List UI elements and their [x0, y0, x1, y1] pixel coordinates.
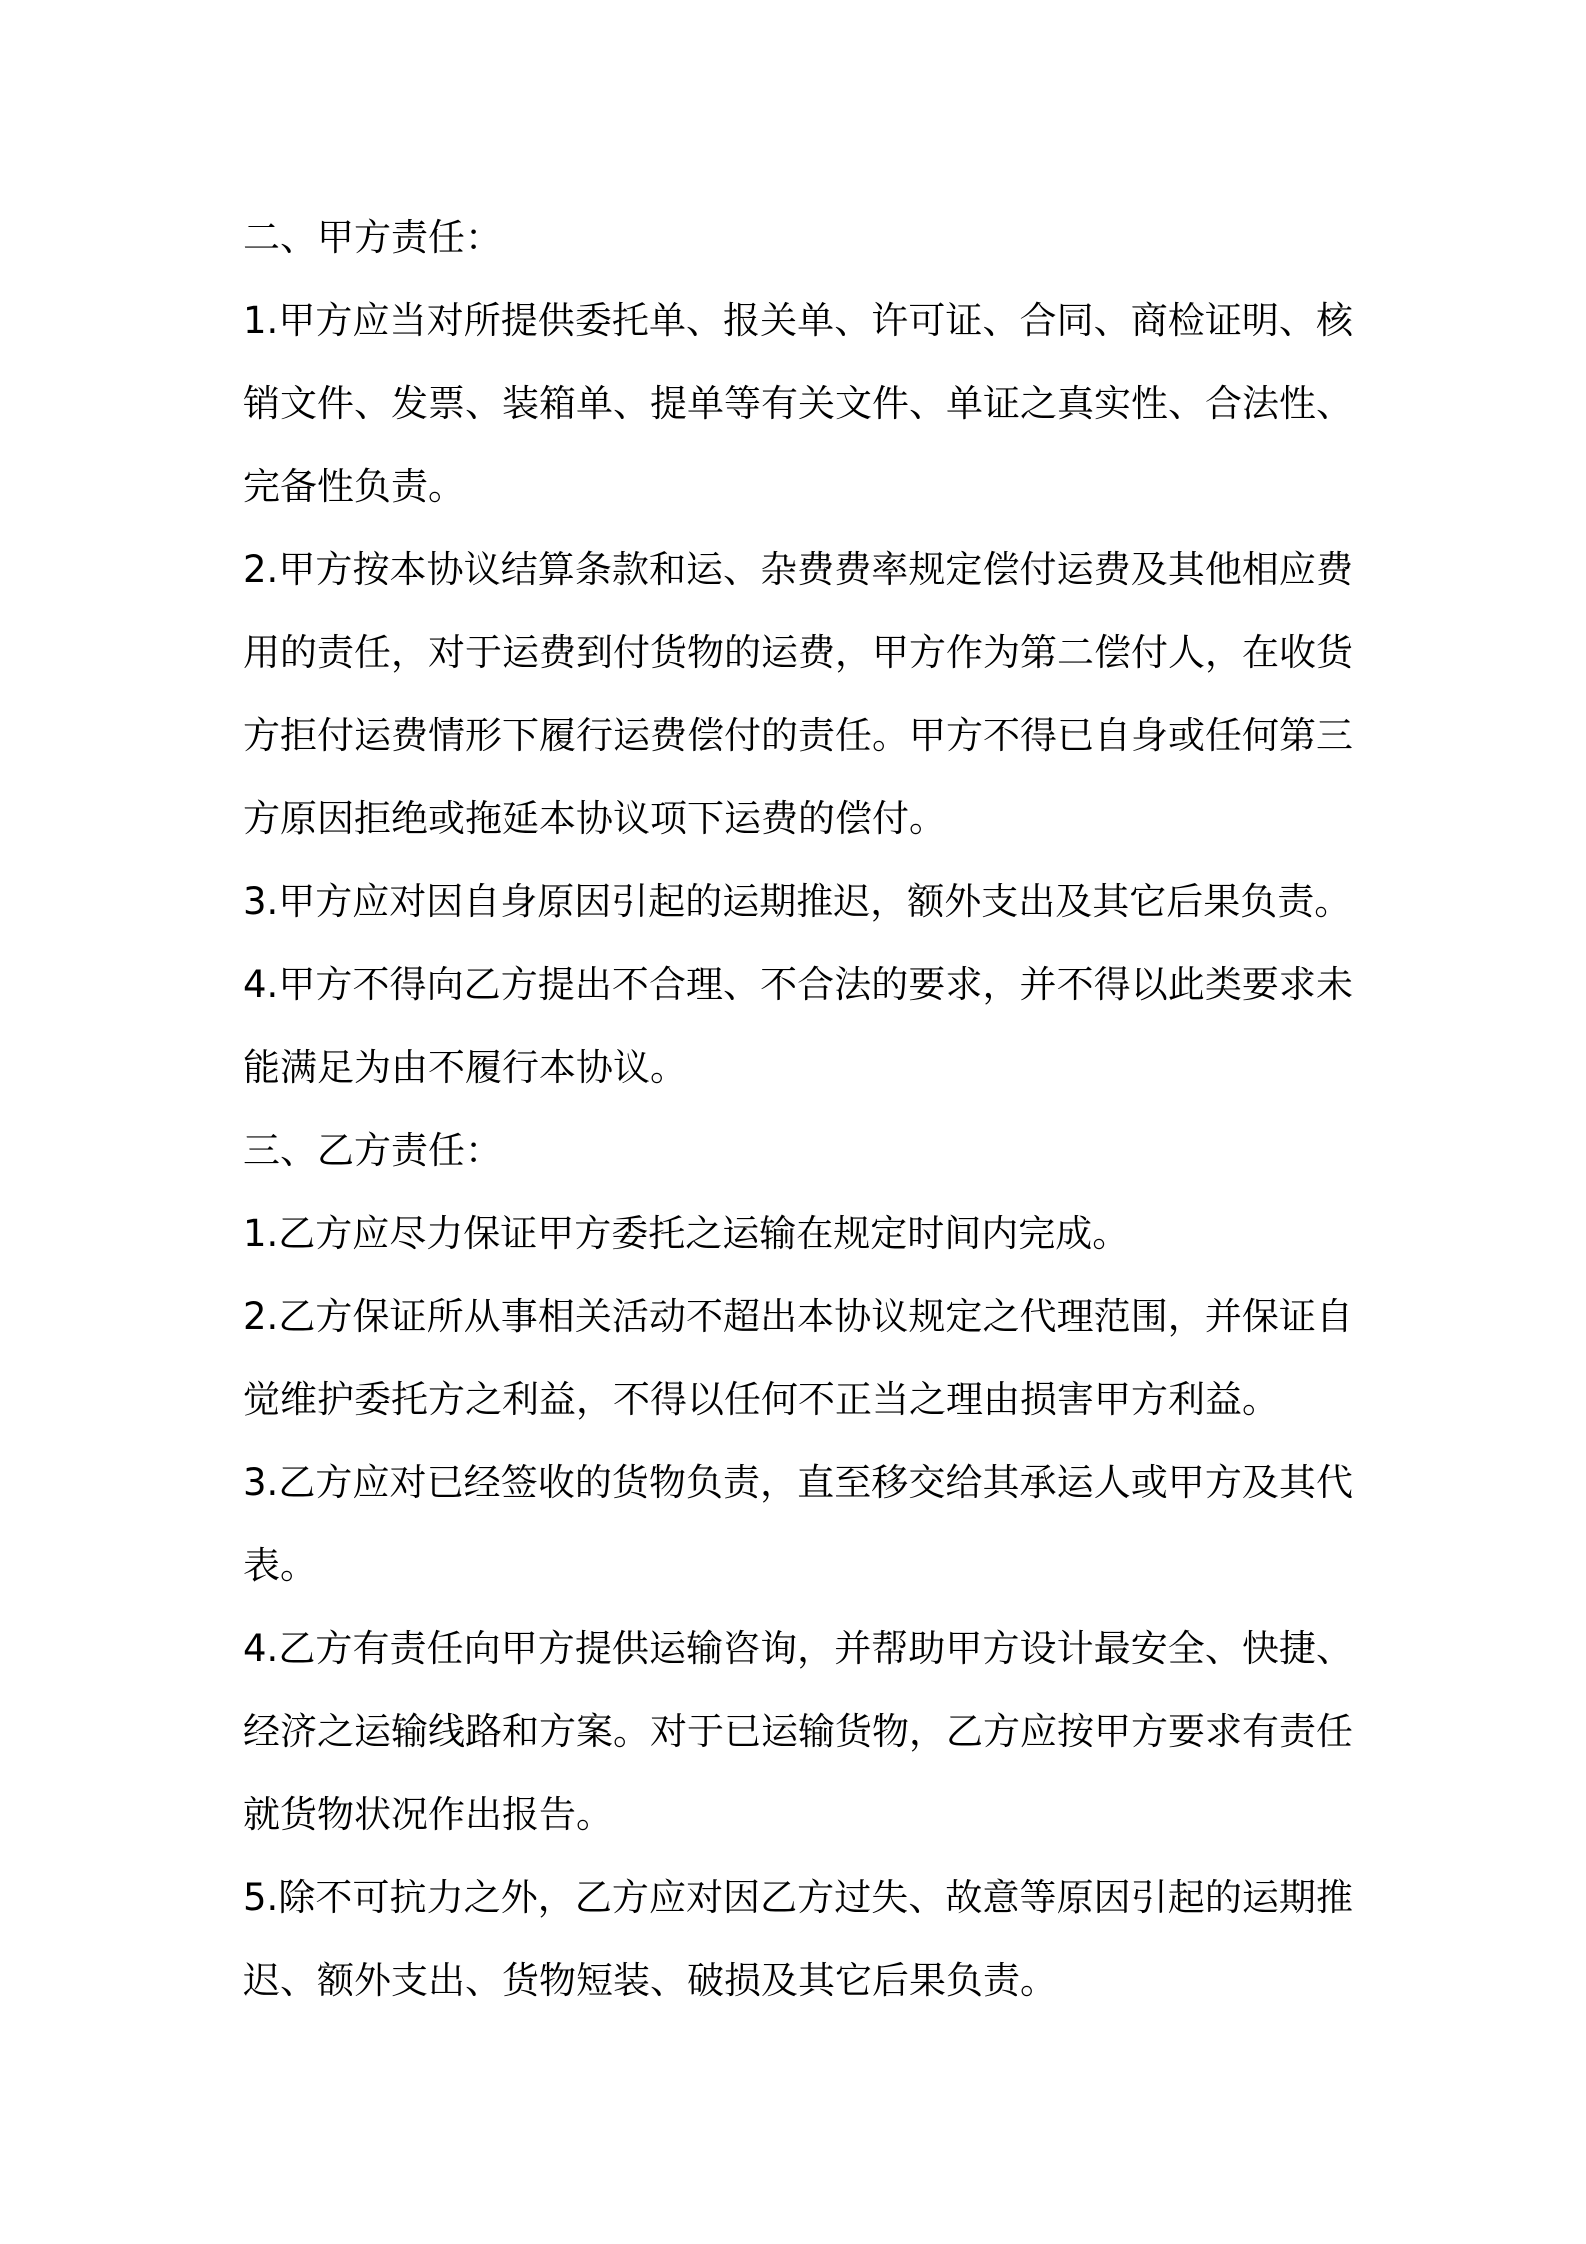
- party-b-clause-2: 2.乙方保证所从事相关活动不超出本协议规定之代理范围，并保证自觉维护委托方之利益，不得以任何不正当之理由损害甲方利益。: [243, 1295, 1353, 1421]
- section-heading-party-a: 二、甲方责任：: [243, 216, 502, 259]
- party-a-clause-2: 2.甲方按本协议结算条款和运、杂费费率规定偿付运费及其他相应费用的责任，对于运费到付货物的运费，甲方作为第二偿付人，在收货方拒付运费情形下履行运费偿付的责任。甲方不得已自身或任何第三方原因拒绝或拖延本协议项下运费的偿付。: [243, 548, 1353, 840]
- section-heading-party-b: 三、乙方责任：: [243, 1129, 502, 1172]
- party-a-clause-1: 1.甲方应当对所提供委托单、报关单、许可证、合同、商检证明、核销文件、发票、装箱单、提单等有关文件、单证之真实性、合法性、完备性负责。: [243, 299, 1353, 508]
- party-a-clause-3: 3.甲方应对因自身原因引起的运期推迟，额外支出及其它后果负责。: [243, 880, 1352, 923]
- document-page: [243, 196, 1353, 2022]
- party-a-clause-4: 4.甲方不得向乙方提出不合理、不合法的要求，并不得以此类要求未能满足为由不履行本协议。: [243, 963, 1353, 1089]
- party-b-clause-1: 1.乙方应尽力保证甲方委托之运输在规定时间内完成。: [243, 1212, 1130, 1255]
- party-b-clause-5: 5.除不可抗力之外，乙方应对因乙方过失、故意等原因引起的运期推迟、额外支出、货物短装、破损及其它后果负责。: [243, 1876, 1353, 2002]
- party-b-clause-3: 3.乙方应对已经签收的货物负责，直至移交给其承运人或甲方及其代表。: [243, 1461, 1353, 1587]
- party-b-clause-4: 4.乙方有责任向甲方提供运输咨询，并帮助甲方设计最安全、快捷、经济之运输线路和方案。对于已运输货物，乙方应按甲方要求有责任就货物状况作出报告。: [243, 1627, 1353, 1836]
